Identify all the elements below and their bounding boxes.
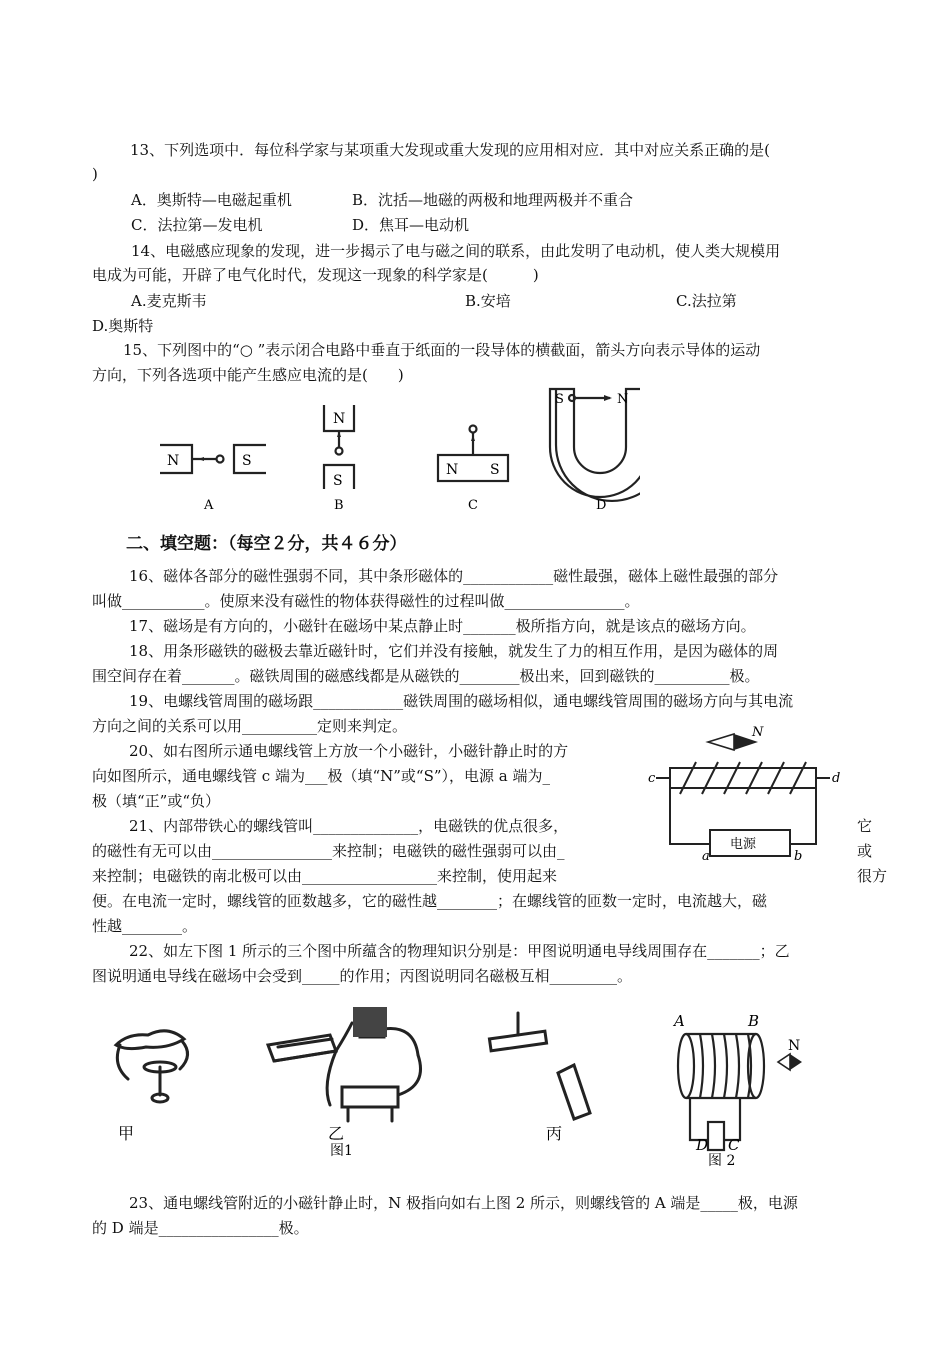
q20-fig-c: c <box>648 771 656 786</box>
q22-fig2-caption: 图 2 <box>708 1153 736 1169</box>
q22-figure-1 <box>98 995 658 1165</box>
q22-fig2-d: D <box>696 1136 709 1154</box>
q15-fig-b-n: N <box>333 411 346 427</box>
q15-fig-a-n: N <box>167 453 180 469</box>
q22-line2: 图说明通电导线在磁场中会受到_____的作用；丙图说明同名磁极互相_________。 <box>92 967 633 985</box>
q21-line1a: 21、内部带铁心的螺线管叫______________，电磁铁的优点很多， <box>129 817 569 835</box>
q15-label-a: A <box>204 498 214 513</box>
q15-figure <box>150 385 640 513</box>
q22-fig1-bing: 丙 <box>546 1124 563 1143</box>
q20-fig-a: a <box>702 849 710 864</box>
q14-option-c: C.法拉第 <box>676 292 737 310</box>
q23-line2: 的 D 端是________________极。 <box>92 1219 309 1237</box>
q20-line3: 极（填“正”或“负） <box>92 792 221 810</box>
q20-fig-n: N <box>752 726 764 740</box>
q15-line1: 15、下列图中的“○ ”表示闭合电路中垂直于纸面的一段导体的横截面，箭头方向表示导体的运动 <box>123 341 761 359</box>
q20-fig-source: 电源 <box>730 837 757 852</box>
q20-fig-b: b <box>794 849 803 864</box>
q13-stem: 13、下列选项中．每位科学家与某项重大发现或重大发现的应用相对应．其中对应关系正确的是( <box>130 141 770 159</box>
q19-line1: 19、电螺线管周围的磁场跟____________磁铁周围的磁场相似，通电螺线管周围的磁场方向与其电流 <box>129 692 794 710</box>
q22-fig1-jia: 甲 <box>118 1124 135 1143</box>
q14-option-a: A.麦克斯韦 <box>131 292 207 310</box>
q22-fig1-yi: 乙 <box>328 1124 345 1143</box>
q18-line1: 18、用条形磁铁的磁极去靠近磁针时，它们并没有接触，就发生了力的相互作用，是因为磁体的周 <box>129 642 779 660</box>
q15-fig-d-n: N <box>617 392 629 407</box>
q22-fig2-c: C <box>728 1136 740 1154</box>
q22-figure-2 <box>660 1000 900 1170</box>
q14-option-b: B.安培 <box>465 292 511 310</box>
q22-fig2-n: N <box>788 1038 801 1054</box>
q21-line3b: 很方 <box>857 867 888 885</box>
q16-line2: 叫做___________。使原来没有磁性的物体获得磁性的过程叫做________________。 <box>92 592 640 610</box>
q17-line1: 17、磁场是有方向的，小磁针在磁场中某点静止时_______极所指方向，就是该点的磁场方向。 <box>129 617 756 635</box>
section-title: 二、填空题：（每空２分，共４６分） <box>126 534 407 554</box>
q21-line1b: 它 <box>857 817 873 835</box>
q20-solenoid-figure <box>646 726 846 866</box>
q18-line2: 围空间存在着_______。磁铁周围的磁感线都是从磁铁的________极出来，回到磁铁的__________极。 <box>92 667 760 685</box>
q13-option-a: A．奥斯特—电磁起重机 <box>131 191 292 209</box>
q23-line1: 23、通电螺线管附近的小磁针静止时，N 极指向如右上图 2 所示，则螺线管的 A 端是_____极，电源 <box>129 1194 798 1212</box>
q13-option-d: D．焦耳—电动机 <box>352 216 470 234</box>
q15-fig-c-n: N <box>446 462 459 478</box>
q19-line2: 方向之间的关系可以用__________定则来判定。 <box>92 717 408 735</box>
q14-option-d: D.奥斯特 <box>92 317 154 335</box>
q15-fig-c-s: S <box>490 462 500 478</box>
q21-line4: 便。在电流一定时，螺线管的匝数越多，它的磁性越________；在螺线管的匝数一定时，电流越大，磁 <box>92 892 768 910</box>
q13-stem-end: ) <box>92 165 98 183</box>
q14-line1: 14、电磁感应现象的发现，进一步揭示了电与磁之间的联系，由此发明了电动机，使人类大规模用 <box>131 242 781 260</box>
q15-fig-d-s: S <box>555 392 564 407</box>
q15-label-b: B <box>334 498 344 513</box>
q13-option-b: B．沈括—地磁的两极和地理两极并不重合 <box>352 191 634 209</box>
q22-line1: 22、如左下图 1 所示的三个图中所蕴含的物理知识分别是：甲图说明通电导线周围存在_______；乙 <box>129 942 790 960</box>
q14-line2: 电成为可能，开辟了电气化时代，发现这一现象的科学家是( ) <box>92 266 539 284</box>
q16-line1: 16、磁体各部分的磁性强弱不同，其中条形磁体的____________磁性最强，磁体上磁性最强的部分 <box>129 567 779 585</box>
q20-line1: 20、如右图所示通电螺线管上方放一个小磁针，小磁针静止时的方 <box>129 742 569 760</box>
q22-fig2-b: B <box>748 1012 760 1030</box>
q21-line3a: 来控制；电磁铁的南北极可以由__________________来控制，使用起来 <box>92 867 558 885</box>
q15-label-d: D <box>596 498 607 513</box>
q20-line2: 向如图所示，通电螺线管 c 端为___极（填“N”或“S”），电源 a 端为_ <box>92 767 550 785</box>
q20-fig-d: d <box>832 771 841 786</box>
q22-fig1-caption: 图1 <box>330 1143 353 1159</box>
q15-fig-a-s: S <box>242 453 252 469</box>
q21-line2a: 的磁性有无可以由________________来控制；电磁铁的磁性强弱可以由_ <box>92 842 565 860</box>
q15-fig-b-s: S <box>333 473 343 489</box>
q21-line5: 性越________。 <box>92 917 198 935</box>
q13-option-c: C．法拉第—发电机 <box>131 216 263 234</box>
q15-line2: 方向，下列各选项中能产生感应电流的是( ) <box>92 366 404 384</box>
q22-fig2-a: A <box>674 1012 685 1030</box>
q21-line2b: 或 <box>857 842 873 860</box>
q15-label-c: C <box>468 498 478 513</box>
